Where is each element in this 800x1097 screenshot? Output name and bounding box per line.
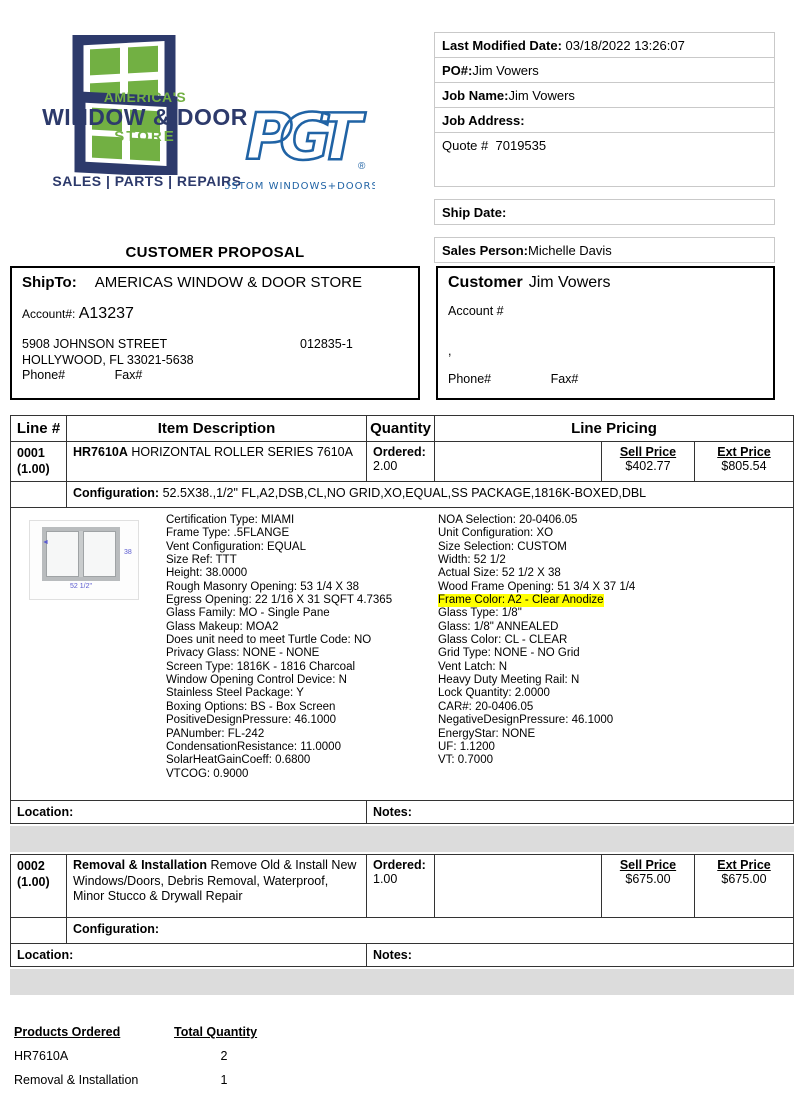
spec-line: NOA Selection: 20-0406.05	[438, 514, 578, 526]
window-pane-left	[46, 531, 79, 577]
quote-label: Quote #	[442, 138, 489, 153]
ordered-label: Ordered:	[373, 445, 426, 459]
ship-to-address-line2: HOLLYWOOD, FL 33021-5638	[22, 352, 194, 367]
configuration-row-0002	[10, 918, 794, 944]
window-pane-right	[83, 531, 116, 577]
po-row	[434, 57, 775, 83]
spec-line: Rough Masonry Opening: 53 1/4 X 38	[166, 580, 360, 593]
ext-price-cell	[695, 855, 793, 917]
customer-name: Jim Vowers	[528, 274, 611, 291]
col-header-description: Item Description	[67, 416, 367, 441]
sell-price-value: $402.77	[625, 459, 671, 473]
last-modified-value: 03/18/2022 13:26:07	[565, 38, 685, 53]
config-spacer-cell	[11, 482, 67, 507]
table-header-row	[10, 415, 794, 442]
spec-line: Egress Opening: 22 1/16 X 31 SQFT 4.7365	[166, 594, 393, 607]
quote-number-row	[434, 132, 775, 187]
spec-line: UF: 1.1200	[438, 740, 495, 753]
notes-label: Notes:	[373, 948, 412, 962]
line-number: 0001	[17, 446, 45, 460]
spec-line: Glass Family: MO - Single Pane	[166, 607, 330, 620]
col-header-line: Line #	[11, 416, 67, 441]
spec-line: Window Opening Control Device: N	[166, 674, 347, 687]
ship-date-row	[434, 199, 775, 225]
window-diagram	[29, 520, 139, 600]
spec-line: Does unit need to meet Turtle Code: NO	[166, 634, 372, 647]
diagram-width-label: 52 1/2"	[70, 583, 92, 590]
customer-account-label: Account #	[448, 304, 504, 318]
summary-product: HR7610A	[14, 1049, 69, 1063]
customer-city-line: ,	[448, 344, 452, 358]
spec-line: Glass Color: CL - CLEAR	[438, 634, 568, 647]
location-label: Location:	[11, 944, 367, 966]
configuration-value: 52.5X38.,1/2" FL,A2,DSB,CL,NO GRID,XO,EQUAL,SS PACKAGE,1816K-BOXED,DBL	[159, 486, 647, 500]
specs-column-right	[438, 514, 738, 768]
location-notes-row-0001	[10, 801, 794, 824]
config-spacer-cell	[11, 918, 67, 943]
item-description-text: Remove Old & Install New Windows/Doors, Debris Removal, Waterproof, Minor Stucco & Drywall Repair	[73, 858, 357, 904]
item-pricing-cell	[435, 442, 793, 481]
spec-line: PositiveDesignPressure: 46.1000	[166, 714, 337, 727]
job-address-label: Job Address:	[442, 113, 525, 128]
americas-window-door-logo	[42, 35, 248, 189]
spec-line: Vent Configuration: EQUAL	[166, 540, 306, 553]
ship-date-label: Ship Date:	[442, 205, 507, 220]
job-name-value: Jim Vowers	[508, 88, 575, 103]
sell-price-label: Sell Price	[619, 858, 677, 872]
customer-fax-label: Fax#	[550, 372, 579, 386]
sell-price-cell	[602, 442, 695, 481]
pricing-filler	[435, 855, 602, 917]
spec-line: Frame Color: A2 - Clear Anodize	[438, 594, 604, 607]
spec-line: Actual Size: 52 1/2 X 38	[438, 567, 561, 580]
store-tagline: SALES | PARTS | REPAIRS	[52, 173, 242, 189]
line-number-cell	[11, 442, 67, 481]
line-qty-sub: (1.00)	[17, 462, 50, 477]
summary-qty: 2	[220, 1049, 228, 1063]
spec-line: Boxing Options: BS - Box Screen	[166, 700, 336, 713]
spec-line: Size Ref: TTT	[166, 554, 237, 567]
configuration-cell	[67, 918, 793, 943]
spec-line: PANumber: FL-242	[166, 727, 265, 740]
item-description-cell	[67, 442, 367, 481]
spec-line: Certification Type: MIAMI	[166, 514, 295, 526]
ship-to-phone-label: Phone#	[22, 368, 66, 383]
location-notes-row-0002	[10, 944, 794, 967]
ext-price-label: Ext Price	[717, 445, 771, 459]
item-description-text: HORIZONTAL ROLLER SERIES 7610A	[127, 445, 353, 459]
spec-line: Unit Configuration: XO	[438, 527, 554, 540]
job-address-row	[434, 107, 775, 133]
configuration-label: Configuration:	[73, 922, 160, 936]
sell-price-cell	[602, 855, 695, 917]
ext-price-value: $675.00	[721, 872, 767, 886]
order-info-panel	[434, 33, 775, 263]
last-modified-row	[434, 32, 775, 58]
last-modified-label: Last Modified Date:	[442, 38, 562, 53]
header-logos	[40, 35, 390, 200]
summary-row	[14, 1049, 414, 1063]
section-divider-bar	[10, 826, 794, 852]
item-details-section	[10, 508, 794, 801]
ship-to-fax-label: Fax#	[114, 368, 143, 383]
spec-line: Size Selection: CUSTOM	[438, 540, 567, 553]
line-number-cell	[11, 855, 67, 917]
spec-line: Glass: 1/8" ANNEALED	[438, 620, 559, 633]
spec-line: Lock Quantity: 2.0000	[438, 687, 550, 700]
location-label: Location:	[11, 801, 367, 823]
logo-line-window-door: WINDOW & DOOR	[42, 103, 248, 130]
line-qty-sub: (1.00)	[17, 875, 50, 890]
spec-line: VTCOG: 0.9000	[166, 767, 249, 780]
item-code: Removal & Installation	[73, 858, 208, 872]
ship-to-box	[10, 266, 420, 400]
item-description-cell	[67, 855, 367, 917]
spec-line: SolarHeatGainCoeff: 0.6800	[166, 754, 311, 767]
ext-price-label: Ext Price	[717, 858, 771, 872]
vent-direction-icon: ◄	[42, 539, 49, 546]
logo-line-store: STORE	[114, 127, 176, 145]
job-name-label: Job Name:	[442, 88, 509, 103]
specs-column-left	[166, 514, 434, 781]
spec-line: CondensationResistance: 11.0000	[166, 740, 341, 753]
sales-person-row	[434, 237, 775, 263]
spec-line: Width: 52 1/2	[438, 554, 506, 567]
spec-line: VT: 0.7000	[438, 754, 493, 767]
ship-to-ref-number: 012835-1	[300, 337, 353, 351]
spec-line: CAR#: 20-0406.05	[438, 700, 534, 713]
sales-person-value: Michelle Davis	[528, 243, 612, 258]
pricing-filler	[435, 442, 602, 481]
spec-line: NegativeDesignPressure: 46.1000	[438, 714, 614, 727]
summary-header-row	[14, 1025, 414, 1039]
customer-box	[436, 266, 775, 400]
ship-to-label: ShipTo:	[22, 274, 77, 291]
col-header-pricing: Line Pricing	[571, 420, 657, 437]
window-frame-icon	[42, 527, 120, 581]
pgt-letters: PGT	[245, 101, 349, 175]
col-header-quantity: Quantity	[367, 416, 435, 441]
item-row-0001	[10, 442, 794, 482]
sell-price-value: $675.00	[625, 872, 671, 886]
spec-line: Wood Frame Opening: 51 3/4 X 37 1/4	[438, 580, 636, 593]
spec-line: Height: 38.0000	[166, 567, 248, 580]
spec-line: Glass Makeup: MOA2	[166, 620, 279, 633]
spec-line: Privacy Glass: NONE - NONE	[166, 647, 320, 660]
order-summary	[14, 1025, 414, 1087]
line-number: 0002	[17, 859, 45, 873]
ext-price-cell	[695, 442, 793, 481]
spec-line: Frame Type: .5FLANGE	[166, 527, 290, 540]
registered-mark-icon: ®	[358, 161, 366, 172]
section-divider-bar	[10, 969, 794, 995]
po-value: Jim Vowers	[472, 63, 539, 78]
ship-to-account-value: A13237	[78, 305, 134, 322]
item-quantity-cell	[367, 442, 435, 481]
item-code: HR7610A	[73, 445, 128, 459]
configuration-row-0001	[10, 482, 794, 508]
spec-line: Screen Type: 1816K - 1816 Charcoal	[166, 660, 356, 673]
sales-person-label: Sales Person:	[442, 243, 528, 258]
ordered-qty: 1.00	[373, 872, 398, 886]
customer-label: Customer	[448, 274, 523, 291]
sell-price-label: Sell Price	[619, 445, 677, 459]
configuration-cell	[67, 482, 793, 507]
customer-phone-label: Phone#	[448, 372, 492, 386]
line-items-table	[10, 415, 794, 997]
summary-qty: 1	[220, 1073, 228, 1087]
pgt-logo	[225, 97, 375, 197]
pgt-subtext: CUSTOM WINDOWS+DOORS	[225, 181, 375, 192]
spec-line: Heavy Duty Meeting Rail: N	[438, 674, 580, 687]
spec-line: EnergyStar: NONE	[438, 727, 536, 740]
quote-value: 7019535	[495, 138, 547, 153]
spec-line: Vent Latch: N	[438, 660, 508, 673]
spec-line: Grid Type: NONE - NO Grid	[438, 647, 580, 660]
item-pricing-cell	[435, 855, 793, 917]
ordered-label: Ordered:	[373, 858, 426, 872]
ordered-qty: 2.00	[373, 459, 398, 473]
spec-line: Glass Type: 1/8"	[438, 607, 522, 620]
spec-line: Stainless Steel Package: Y	[166, 687, 304, 700]
item-row-0002	[10, 854, 794, 918]
products-ordered-header: Products Ordered	[14, 1025, 121, 1039]
configuration-label: Configuration:	[73, 486, 160, 500]
ext-price-value: $805.54	[721, 459, 767, 473]
ship-to-address-line1: 5908 JOHNSON STREET	[22, 337, 168, 351]
total-quantity-header: Total Quantity	[174, 1025, 258, 1039]
job-name-row	[434, 82, 775, 108]
logo-line-americas: AMERICA'S	[103, 89, 187, 105]
page-title: CUSTOMER PROPOSAL	[125, 244, 305, 261]
summary-row	[14, 1073, 414, 1087]
pgt-logo-icon	[225, 97, 375, 197]
summary-product: Removal & Installation	[14, 1073, 139, 1087]
diagram-height-label: 38	[124, 549, 132, 556]
item-quantity-cell	[367, 855, 435, 917]
ship-to-account-label: Account#:	[22, 307, 76, 321]
ship-to-name: AMERICAS WINDOW & DOOR STORE	[94, 274, 362, 291]
notes-label: Notes:	[373, 805, 412, 819]
po-label: PO#:	[442, 63, 473, 78]
